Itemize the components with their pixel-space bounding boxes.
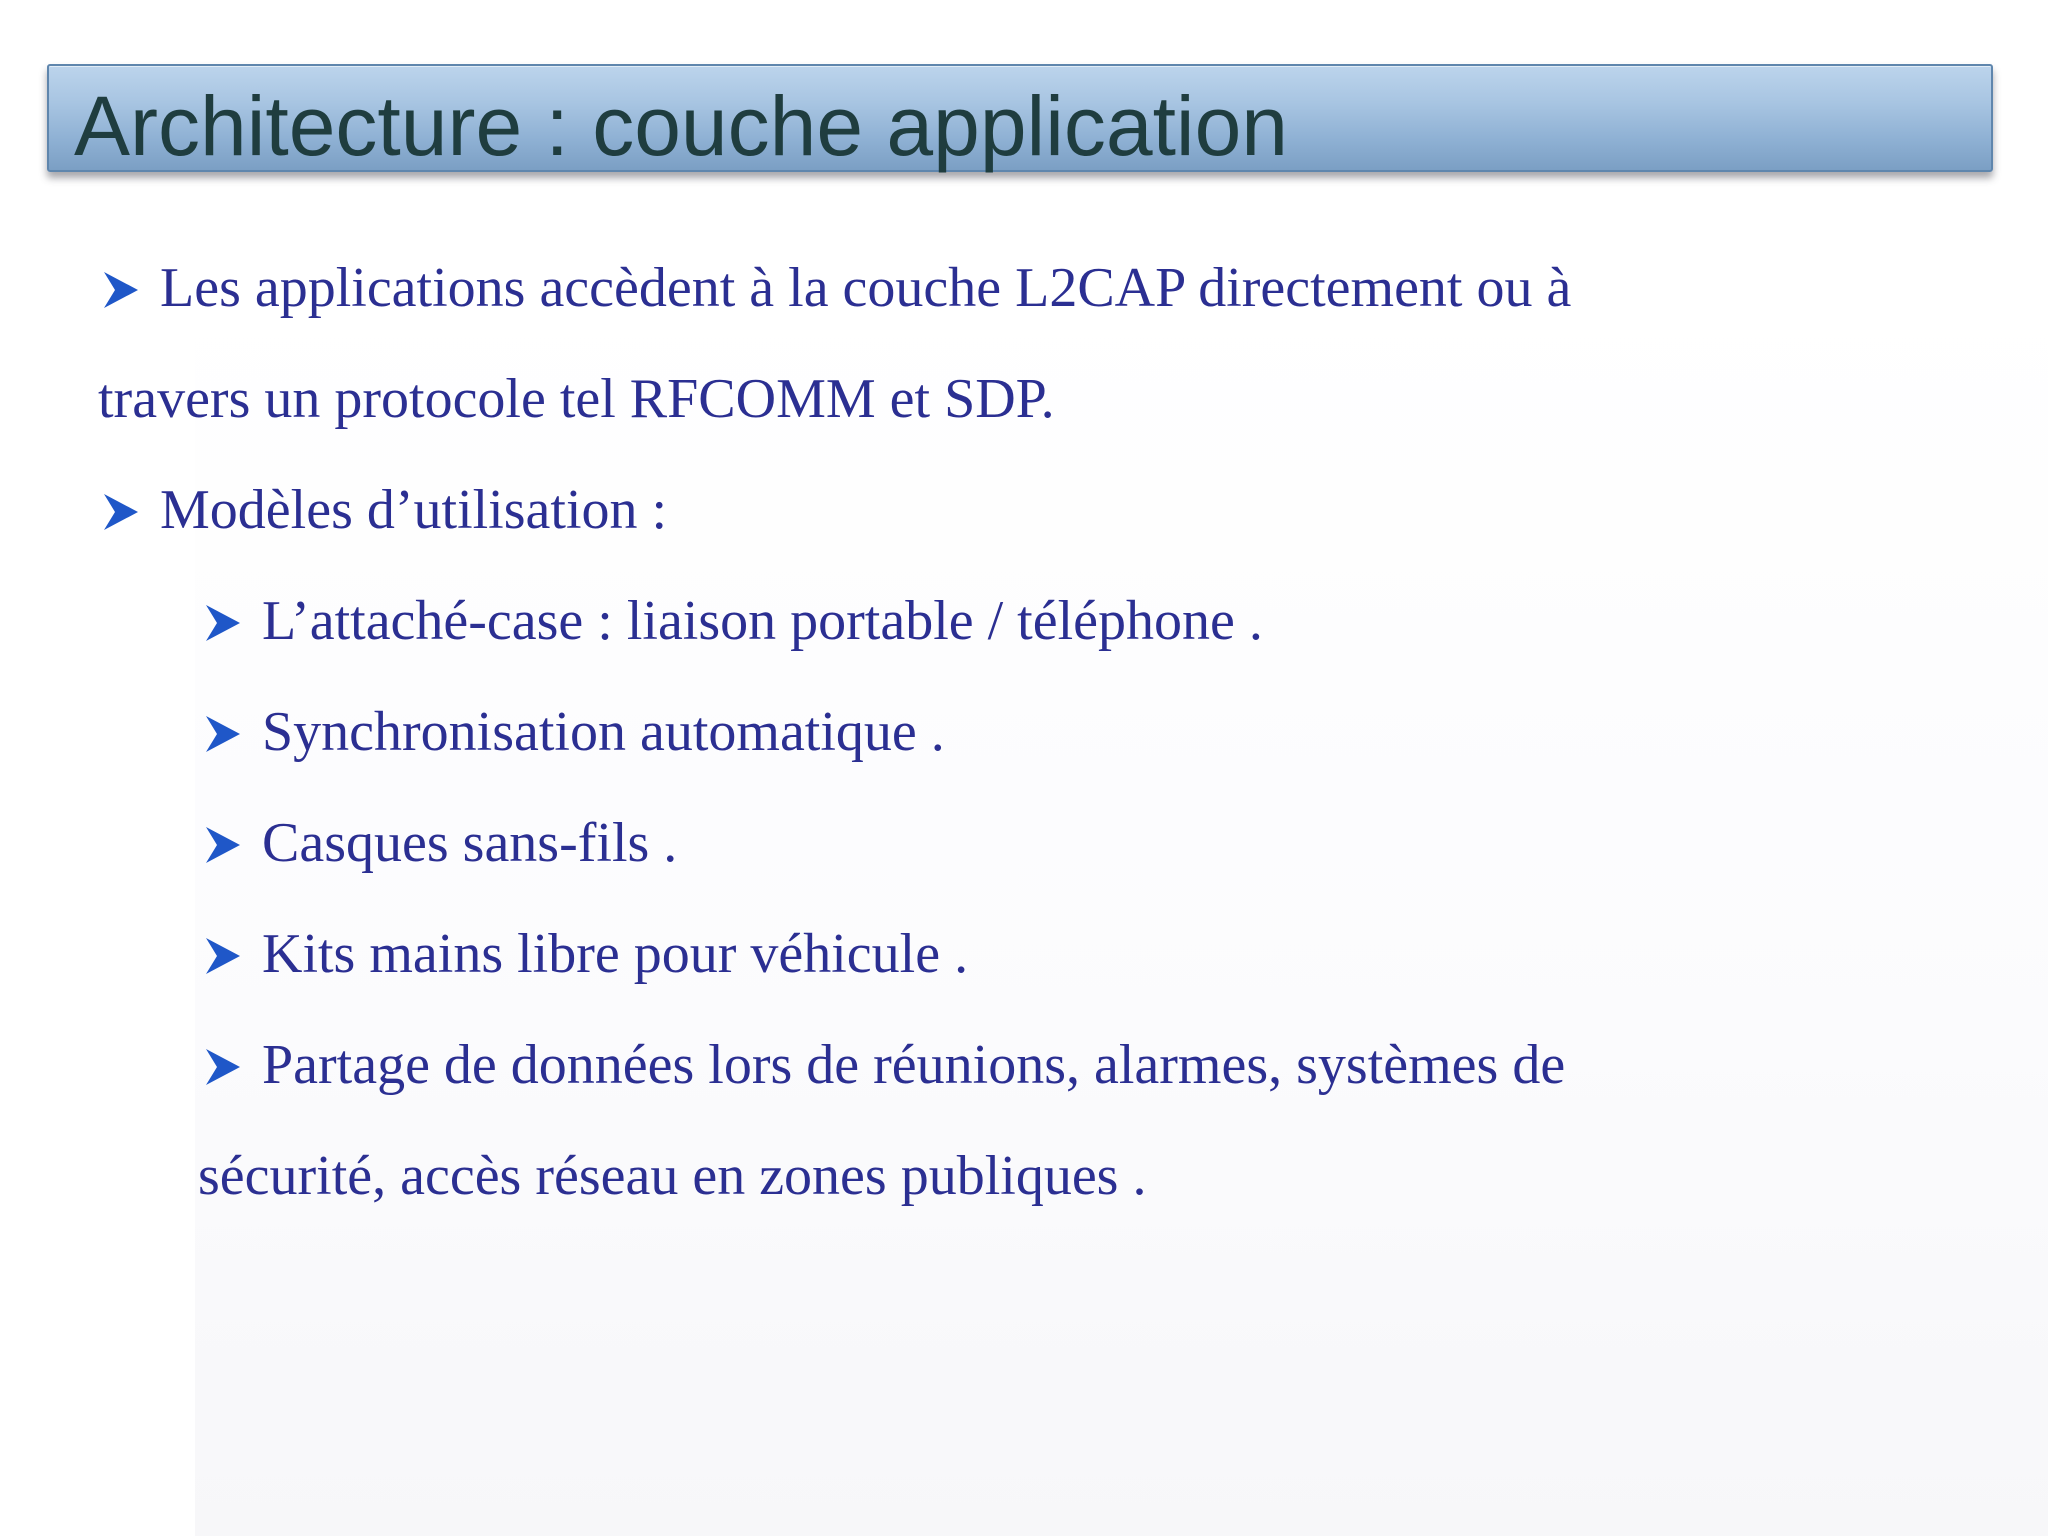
bullet-continuation: travers un protocole tel RFCOMM et SDP. [98,368,1055,430]
sub-bullet-item [202,586,1263,656]
sub-bullet-item [202,697,945,767]
arrowhead-bullet-icon [202,830,262,866]
sub-bullet-item [202,1030,1565,1100]
arrowhead-bullet-icon [202,719,262,755]
bullet-item-usage-models [100,475,667,545]
sub-bullet-text: Casques sans-fils . [262,812,678,874]
bullet-text: Modèles d’utilisation : [160,479,668,541]
arrowhead-bullet-icon [202,941,262,977]
arrowhead-bullet-icon [100,497,160,533]
sub-bullet-text: Kits mains libre pour véhicule . [262,923,969,985]
sub-bullet-text: Partage de données lors de réunions, alarmes, systèmes de [262,1034,1566,1096]
sub-bullet-item [202,919,968,989]
arrowhead-bullet-icon [202,608,262,644]
bullet-item-l2cap [100,253,1571,323]
sub-bullet-text: L’attaché-case : liaison portable / téléphone . [262,590,1263,652]
sub-bullet-continuation: sécurité, accès réseau en zones publiques . [198,1145,1147,1207]
sub-bullet-item [202,808,677,878]
bullet-text: Les applications accèdent à la couche L2CAP directement ou à [160,257,1572,319]
slide-title: Architecture : couche application [74,79,1289,173]
sub-bullet-text: Synchronisation automatique . [262,701,945,763]
arrowhead-bullet-icon [100,275,160,311]
arrowhead-bullet-icon [202,1052,262,1088]
